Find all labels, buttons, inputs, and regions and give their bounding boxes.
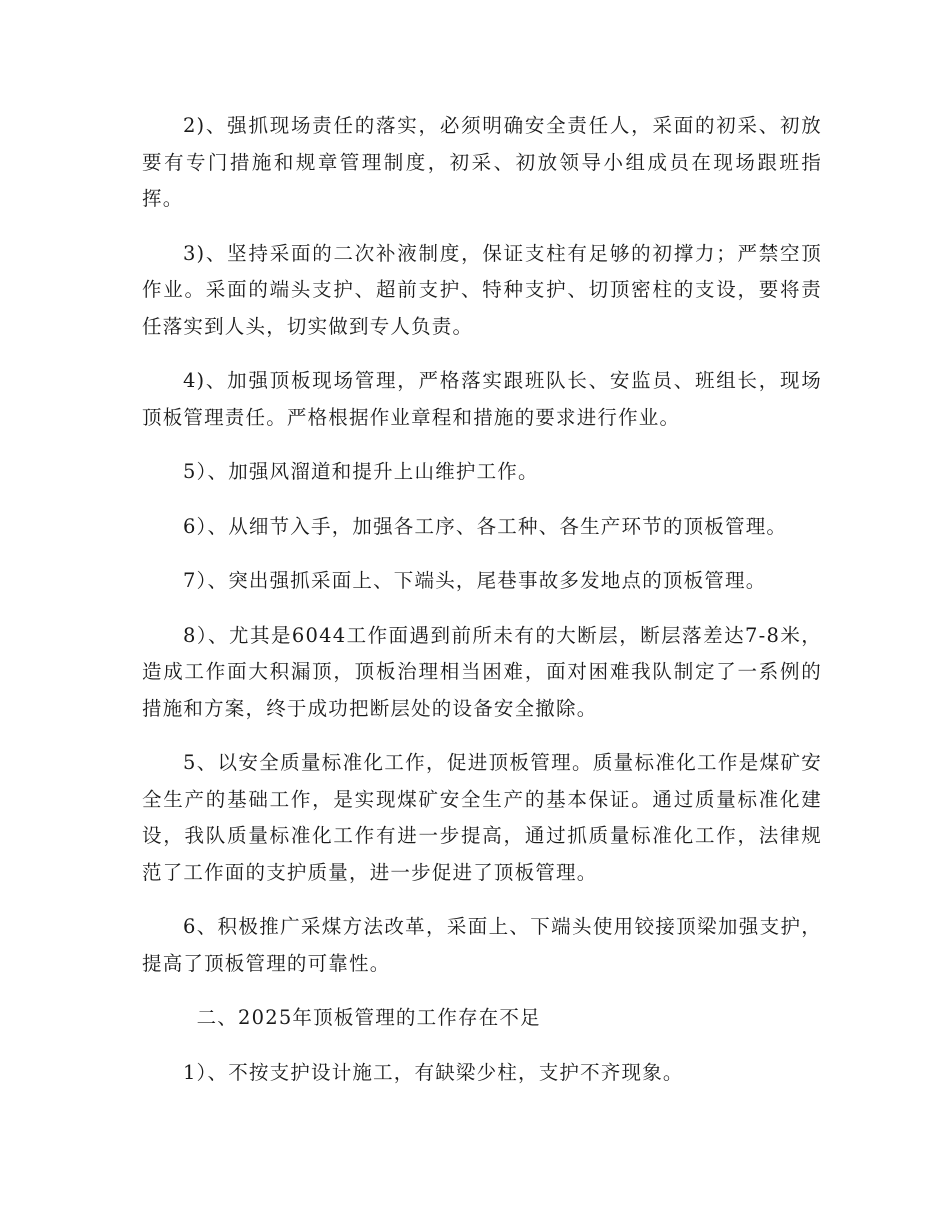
document-body [142, 108, 822, 1109]
paragraph-method-reform: 6、积极推广采煤方法改革，采面上、下端头使用铰接顶梁加强支护，提高了顶板管理的可靠性。 [142, 915, 822, 975]
paragraph-shortcoming-1: 1）、不按支护设计施工，有缺梁少柱，支护不齐现象。 [182, 1060, 684, 1084]
paragraph-quality-standard: 5、以安全质量标准化工作，促进顶板管理。质量标准化工作是煤矿安全生产的基础工作，是实现煤矿安全生产的基本保证。通过质量标准化建设，我队质量标准化工作有进一步提高，通过抓质量标准化工作，法律规范了工作面的支护质量，进一步促进了顶板管理。 [142, 751, 822, 884]
paragraph-6-details: 6）、从细节入手，加强各工序、各工种、各生产环节的顶板管理。 [182, 514, 788, 538]
paragraph-5-maintenance: 5）、加强风溜道和提升上山维护工作。 [182, 460, 539, 483]
paragraph-3-refill-system: 3)、坚持采面的二次补液制度，保证支柱有足够的初撑力；严禁空顶作业。采面的端头支护、超前支护、特种支护、切顶密柱的支设，要将责任落实到人头，切实做到专人负责。 [142, 241, 822, 338]
paragraph-7-ends: 7）、突出强抓采面上、下端头，尾巷事故多发地点的顶板管理。 [182, 569, 767, 592]
section-heading: 二、2025年顶板管理的工作存在不足 [196, 1006, 541, 1029]
paragraph-8-fault: 8）、尤其是6044工作面遇到前所未有的大断层，断层落差达7-8米，造成工作面大积漏顶，顶板治理相当困难，面对困难我队制定了一系例的措施和方案，终于成功把断层处的设备安全撤除。 [142, 623, 822, 720]
paragraph-2-responsibility: 2)、强抓现场责任的落实，必须明确安全责任人，采面的初采、初放要有专门措施和规章管理制度，初采、初放领导小组成员在现场跟班指挥。 [142, 114, 822, 210]
paragraph-4-roof-management: 4)、加强顶板现场管理，严格落实跟班队长、安监员、班组长，现场顶板管理责任。严格根据作业章程和措施的要求进行作业。 [142, 369, 822, 429]
